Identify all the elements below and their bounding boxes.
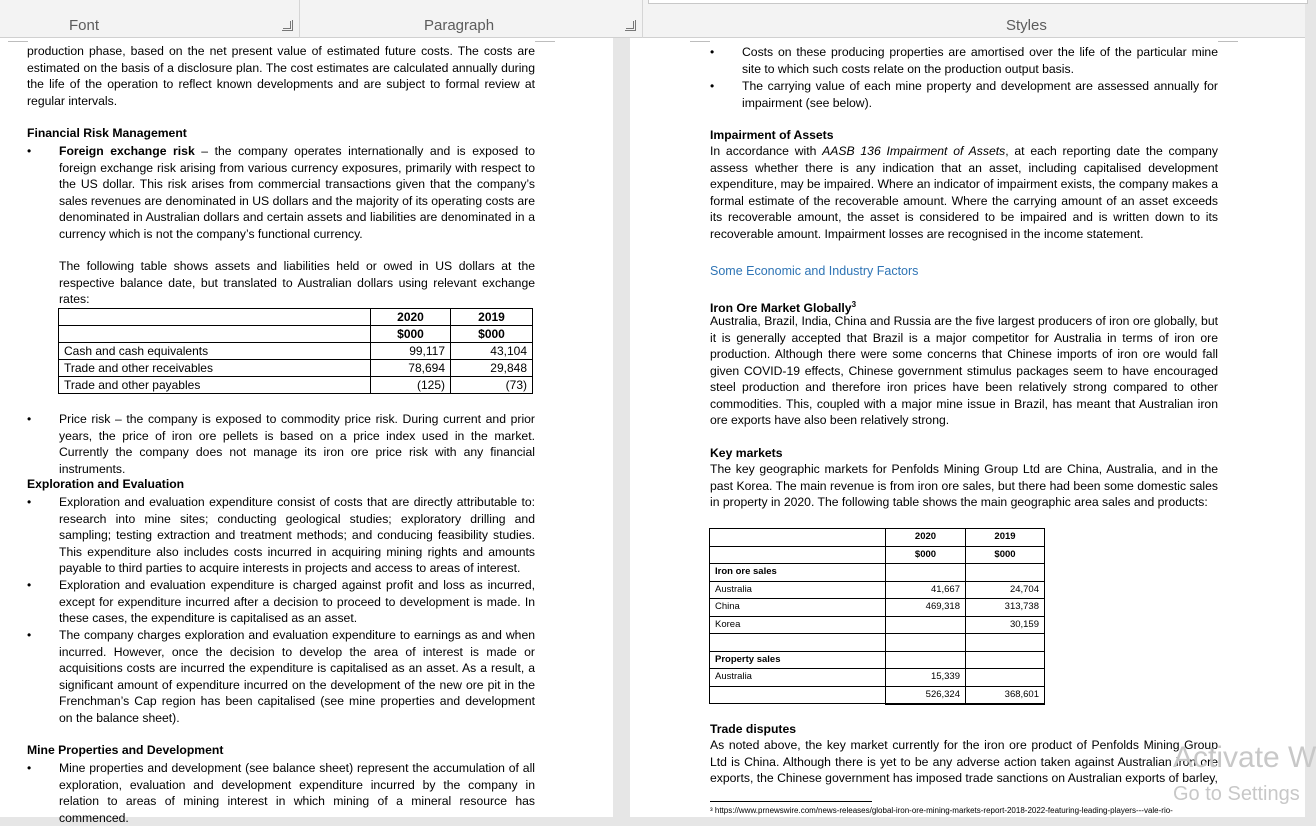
- table-cell: [966, 634, 1045, 652]
- table-header-2020: 2020: [886, 529, 966, 547]
- value-2019: (73): [451, 377, 533, 394]
- table-row: [710, 529, 1045, 547]
- value-2020: 78,694: [371, 360, 451, 377]
- impairment-paragraph: [710, 143, 1218, 242]
- value-2020: [886, 616, 966, 634]
- table-cell: [886, 651, 966, 669]
- font-group-label: Font: [69, 17, 100, 34]
- row-label: Cash and cash equivalents: [59, 343, 371, 360]
- table-row: [710, 669, 1045, 687]
- bullet-icon: •: [27, 412, 32, 426]
- table-row: [59, 377, 533, 394]
- iron-ore-sales-label: Iron ore sales: [710, 564, 886, 582]
- table-unit: $000: [371, 326, 451, 343]
- table-cell: [886, 634, 966, 652]
- styles-group-label: Styles: [1006, 17, 1047, 34]
- bullet-icon: •: [27, 578, 32, 592]
- table-row: [710, 599, 1045, 617]
- table-unit: $000: [966, 546, 1045, 564]
- font-dialog-launcher-icon[interactable]: [282, 20, 293, 31]
- row-label: Australia: [710, 669, 886, 687]
- table-cell: [710, 686, 886, 704]
- paragraph-dialog-launcher-icon[interactable]: [625, 20, 636, 31]
- table-row: [59, 360, 533, 377]
- table-cell: [59, 309, 371, 326]
- ribbon-group-labels: [0, 0, 1305, 38]
- financial-risk-heading: Financial Risk Management: [27, 126, 187, 140]
- trade-disputes-heading: Trade disputes: [710, 722, 797, 736]
- bullet-icon: •: [710, 45, 715, 59]
- table-cell: [710, 546, 886, 564]
- iron-ore-heading-text: Iron Ore Market Globally: [710, 301, 852, 316]
- key-markets-paragraph: The key geographic markets for Penfolds Mining Group Ltd are China, Australia, and in the past Korea. The main revenue is from iron ore sales, but there had been some domestic sales in property in 2020. The following table shows the main geographic area sales and products:: [710, 462, 1218, 509]
- table-cell: [966, 564, 1045, 582]
- row-label: Korea: [710, 616, 886, 634]
- impairment-post: , at each reporting date the company assess whether there is any indication that an asset, including capitalised development expenditure, may be impaired. Where an indicator of impairment exists, the company makes a formal estimate of the recoverable amount. Where the carrying amount of an asset exceeds its recoverable amount, the asset is considered to be impaired and is written down to its recoverable amount. Impairment losses are recognised in the income statement.: [710, 144, 1218, 241]
- table-row: [710, 686, 1045, 704]
- total-2020: 526,324: [886, 686, 966, 704]
- value-2019: 24,704: [966, 581, 1045, 599]
- impairment-pre: In accordance with: [710, 144, 823, 158]
- right-page: [630, 38, 1305, 817]
- table-cell: [710, 529, 886, 547]
- crop-mark: [1218, 38, 1238, 42]
- bullet-icon: •: [27, 628, 32, 642]
- trade-disputes-paragraph: As noted above, the key market currently for the iron ore product of Penfolds Mining Group Ltd is China. Although there is yet to be any adverse action taken against Australian iron ore exports, the Chinese government has imposed trade sanctions on Australian exports of barley,: [710, 738, 1218, 785]
- table-cell: [710, 634, 886, 652]
- value-2019: 30,159: [966, 616, 1045, 634]
- table-cell: [966, 651, 1045, 669]
- geographic-sales-table: [709, 528, 1045, 705]
- value-2019: 29,848: [451, 360, 533, 377]
- impairment-heading: Impairment of Assets: [710, 128, 834, 142]
- mine-properties-bullet-1: Mine properties and development (see balance sheet) represent the accumulation of all exploration, evaluation and development expenditure incurred by the company in relation to areas of mining interest in which mining of a mineral resource has commenced.: [59, 761, 535, 825]
- activation-watermark-title: Activate W: [1173, 741, 1316, 774]
- table-cell: [886, 564, 966, 582]
- value-2019: [966, 669, 1045, 687]
- crop-mark: [535, 38, 555, 42]
- intro-paragraph: production phase, based on the net present value of estimated future costs. The costs are estimated on the basis of a disclosure plan. The cost estimates are calculated annually during the life of the operation to reflect known developments and are subject to formal review at regular intervals.: [27, 44, 535, 108]
- table-header-2019: 2019: [966, 529, 1045, 547]
- table-row: [710, 564, 1045, 582]
- table-row: [710, 651, 1045, 669]
- row-label: China: [710, 599, 886, 617]
- value-2020: 15,339: [886, 669, 966, 687]
- value-2020: (125): [371, 377, 451, 394]
- value-2020: 41,667: [886, 581, 966, 599]
- bullet-icon: •: [710, 79, 715, 93]
- iron-ore-paragraph: Australia, Brazil, India, China and Russia are the five largest producers of iron ore globally, but it is generally accepted that Brazil is a major competitor for Australia in terms of iron ore production. Although there were some concerns that Chinese imports of iron ore would fall given COVID-19 effects, Chinese government stimulus packages seem to have encouraged steel production and therefore iron prices have been relatively strong compared to other commodities. This, coupled with a major mine issue in Brazil, has meant that Australian iron ore exports have also been relatively strong.: [710, 314, 1218, 427]
- exploration-bullet-3: The company charges exploration and evaluation expenditure to earnings as and when incurred. However, once the decision to develop the area of interest is made or acquisitions costs are incurred the expenditure is capitalised as an asset. As a result, a significant amount of expenditure incurred on the development of the new ore pit in the Frenchman’s Cap region has been capitalised (see mine properties and development on the balance sheet).: [59, 628, 535, 725]
- mine-properties-heading: Mine Properties and Development: [27, 743, 224, 757]
- bullet-icon: •: [27, 495, 32, 509]
- page-gap: [613, 38, 630, 817]
- price-risk-paragraph: Price risk – the company is exposed to commodity price risk. During current and prior years, the price of iron ore pellets is based on a price index used in the market. Currently the company does not manage its iron ore price risk with any financial instruments.: [59, 412, 535, 476]
- fx-risk-paragraph: [59, 143, 535, 242]
- bullet-icon: •: [27, 144, 32, 158]
- left-page: [0, 38, 613, 825]
- exploration-bullet-1: Exploration and evaluation expenditure consist of costs that are directly attributable to: research into mine sites; conducting geological studies; exploratory drilling and sampling; testing extraction and treatment methods; and conducing feasibility studies. This expenditure also includes costs incurred in acquiring mining rights and amounts payable to third parties to acquire interests in projects and access to areas of interest.: [59, 495, 535, 575]
- ribbon-separator: [642, 0, 643, 38]
- row-label: Australia: [710, 581, 886, 599]
- key-markets-heading: Key markets: [710, 446, 783, 460]
- paragraph-group-label: Paragraph: [424, 17, 495, 34]
- table-row: [710, 634, 1045, 652]
- value-2020: 469,318: [886, 599, 966, 617]
- total-2019: 368,601: [966, 686, 1045, 704]
- styles-gallery[interactable]: [648, 0, 1308, 4]
- table-unit: $000: [451, 326, 533, 343]
- value-2020: 99,117: [371, 343, 451, 360]
- usd-balances-table: [58, 308, 533, 394]
- impairment-standard: AASB 136 Impairment of Assets: [822, 144, 1006, 158]
- fx-risk-text: – the company operates internationally and is exposed to foreign exchange risk arising from various currency exposures, primarily with respect to the US dollar. This risk arises from commercial transactions given that the company’s sales revenues are denominated in US dollars and the majority of its operating costs are denominated in Australian dollars and certain assets and liabilities are denominated in a currency which is not the company’s functional currency.: [59, 144, 536, 241]
- table-intro-paragraph: The following table shows assets and liabilities held or owed in US dollars at the respective balance date, but translated to Australian dollars using relevant exchange rates:: [59, 259, 535, 306]
- footnote-ref: 3: [851, 300, 857, 309]
- table-header-2020: 2020: [371, 309, 451, 326]
- bullet-icon: •: [27, 761, 32, 775]
- exploration-bullet-2: Exploration and evaluation expenditure is charged against profit and loss as incurred, except for expenditure incurred after a decision to proceed to development is made. In these cases, the expenditure is capitalised as an asset.: [59, 578, 535, 625]
- activation-watermark-subtitle: Go to Settings: [1173, 783, 1300, 805]
- carrying-value-bullet: The carrying value of each mine property and development are assessed annually for impairment (see below).: [742, 79, 1218, 110]
- economic-factors-heading: Some Economic and Industry Factors: [710, 264, 919, 278]
- row-label: Trade and other payables: [59, 377, 371, 394]
- crop-mark: [690, 38, 710, 42]
- table-unit: $000: [886, 546, 966, 564]
- footnote-separator: [710, 801, 872, 802]
- fx-risk-bold: Foreign exchange risk: [59, 144, 195, 158]
- table-cell: [59, 326, 371, 343]
- crop-mark: [8, 38, 28, 42]
- value-2019: 313,738: [966, 599, 1045, 617]
- table-row: [710, 546, 1045, 564]
- amortisation-bullet: Costs on these producing properties are amortised over the life of the particular mine site to which such costs relate on the production output basis.: [742, 45, 1218, 76]
- ribbon-separator: [299, 0, 300, 38]
- table-row: [59, 309, 533, 326]
- table-row: [710, 616, 1045, 634]
- table-row: [59, 326, 533, 343]
- row-label: Trade and other receivables: [59, 360, 371, 377]
- value-2019: 43,104: [451, 343, 533, 360]
- table-row: [59, 343, 533, 360]
- table-header-2019: 2019: [451, 309, 533, 326]
- table-row: [710, 581, 1045, 599]
- footnote: ³ https://www.prnewswire.com/news-releases/global-iron-ore-mining-markets-report-2018-2022-featuring-leading-players---vale-rio-: [710, 806, 1173, 815]
- property-sales-label: Property sales: [710, 651, 886, 669]
- exploration-heading: Exploration and Evaluation: [27, 477, 185, 491]
